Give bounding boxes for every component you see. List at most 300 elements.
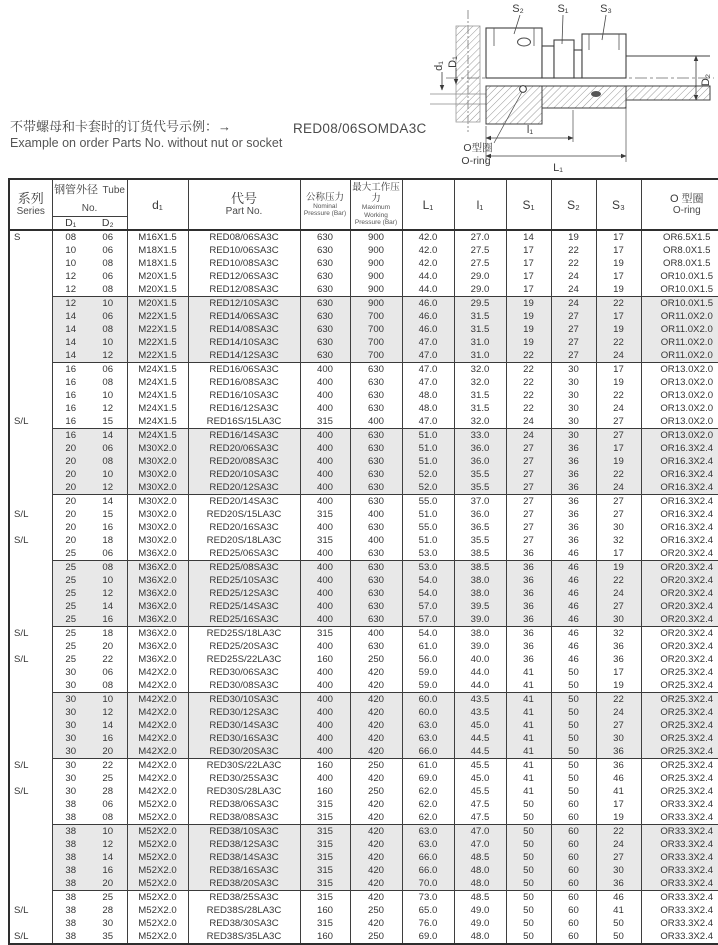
cell-series: S/L xyxy=(9,627,52,641)
cell-L1: 60.0 xyxy=(402,693,454,707)
cell-S3: 36 xyxy=(596,745,641,759)
cell-l1: 31.0 xyxy=(454,336,506,349)
cell-max: 630 xyxy=(350,547,402,561)
cell-l1: 36.0 xyxy=(454,508,506,521)
cell-d2n: 16 xyxy=(102,522,114,533)
cell-d2n: 15 xyxy=(102,416,114,427)
table-row xyxy=(9,825,718,839)
cell-S1: 41 xyxy=(506,732,551,745)
label-o-ring-en: O-ring xyxy=(461,155,491,167)
cell-part: RED14/08SA3C xyxy=(188,323,300,336)
cell-S3: 27 xyxy=(596,719,641,732)
cell-L1: 47.0 xyxy=(402,349,454,363)
table-row xyxy=(9,270,718,283)
cell-l1: 32.0 xyxy=(454,415,506,429)
cell-nom: 400 xyxy=(300,706,350,719)
cell-oring: OR25.3X2.4 xyxy=(641,772,718,785)
cell-S2: 36 xyxy=(551,534,596,547)
cell-L1: 47.0 xyxy=(402,363,454,377)
cell-thread: M42X2.0 xyxy=(127,719,188,732)
cell-series xyxy=(9,257,52,270)
cell-S3: 17 xyxy=(596,270,641,283)
table-row xyxy=(9,415,718,429)
cell-l1: 43.5 xyxy=(454,693,506,707)
cell-max: 630 xyxy=(350,442,402,455)
cell-nom: 315 xyxy=(300,825,350,839)
cell-max: 420 xyxy=(350,917,402,930)
cell-nom: 400 xyxy=(300,402,350,415)
cell-d2n: 12 xyxy=(89,706,127,719)
cell-S3: 19 xyxy=(596,679,641,693)
cell-d2n: 12 xyxy=(89,349,127,363)
cell-thread: M30X2.0 xyxy=(127,495,188,509)
cell-S1: 50 xyxy=(506,877,551,891)
cell-S2: 60 xyxy=(551,851,596,864)
cell-nom: 400 xyxy=(300,468,350,481)
cell-oring: OR33.3X2.4 xyxy=(641,838,718,851)
cell-series xyxy=(9,587,52,600)
cell-S3: 19 xyxy=(596,561,641,575)
table-row xyxy=(9,283,718,297)
cell-max: 630 xyxy=(350,600,402,613)
cell-d1n: 20 xyxy=(52,468,89,481)
cell-S3: 24 xyxy=(596,587,641,600)
cell-l1: 27.5 xyxy=(454,257,506,270)
cell-S3: 41 xyxy=(596,785,641,798)
cell-oring: OR25.3X2.4 xyxy=(641,666,718,679)
cell-thread: M22X1.5 xyxy=(127,310,188,323)
cell-series xyxy=(9,429,52,443)
cell-l1: 44.0 xyxy=(454,679,506,693)
cell-part: RED14/06SA3C xyxy=(188,310,300,323)
cell-part: RED38/10SA3C xyxy=(188,825,300,839)
cell-nom: 630 xyxy=(300,349,350,363)
cell-nom: 160 xyxy=(300,904,350,917)
cell-d2n: 14 xyxy=(89,429,127,443)
cell-oring: OR11.0X2.0 xyxy=(641,310,718,323)
cell-series xyxy=(9,851,52,864)
cell-d1n: 20 xyxy=(52,455,89,468)
cell-S1: 41 xyxy=(506,693,551,707)
cell-d2n: 18 xyxy=(89,627,127,641)
cell-series: S/L xyxy=(9,759,52,773)
cell-S2: 19 xyxy=(551,230,596,244)
cell-S1: 22 xyxy=(506,349,551,363)
cell-S1: 50 xyxy=(506,891,551,905)
cell-l1: 45.0 xyxy=(454,772,506,785)
cell-L1: 42.0 xyxy=(402,257,454,270)
cell-l1: 44.5 xyxy=(454,745,506,759)
cell-S2: 27 xyxy=(551,323,596,336)
table-row xyxy=(9,838,718,851)
cell-S3: 22 xyxy=(596,468,641,481)
cell-d1n: 38 xyxy=(52,917,89,930)
cell-S3: 19 xyxy=(596,323,641,336)
cell-series xyxy=(9,600,52,613)
cell-l1: 49.0 xyxy=(454,904,506,917)
cell-L1: 51.0 xyxy=(402,455,454,468)
cell-nom: 400 xyxy=(300,547,350,561)
cell-max: 420 xyxy=(350,877,402,891)
cell-d1n: 38 xyxy=(52,877,89,891)
cell-l1: 27.5 xyxy=(454,244,506,257)
cell-d1n: 20 xyxy=(52,508,89,521)
col-header-thread: d₁ xyxy=(127,179,188,230)
cell-nom: 400 xyxy=(300,574,350,587)
cell-max: 630 xyxy=(350,455,402,468)
cell-max: 630 xyxy=(350,613,402,627)
col-header-D2: D₂ xyxy=(89,217,127,231)
cell-S3: 27 xyxy=(596,508,641,521)
cell-oring: OR20.3X2.4 xyxy=(641,627,718,641)
cell-S1: 41 xyxy=(506,759,551,773)
cell-d1n: 38 xyxy=(52,864,89,877)
cell-nom: 400 xyxy=(300,613,350,627)
cell-d1n: 16 xyxy=(52,363,89,377)
cell-oring: OR16.3X2.4 xyxy=(641,508,718,521)
cell-thread: M36X2.0 xyxy=(127,561,188,575)
cell-d2n: 08 xyxy=(102,680,114,691)
cell-l1: 38.0 xyxy=(454,587,506,600)
cell-S3: 36 xyxy=(596,877,641,891)
cell-d2n: 16 xyxy=(89,732,127,745)
cell-S1: 50 xyxy=(506,811,551,825)
cell-S3: 17 xyxy=(596,244,641,257)
cell-d2n: 06 xyxy=(102,232,114,243)
cell-l1: 35.5 xyxy=(454,468,506,481)
cell-S3: 27 xyxy=(596,415,641,429)
cell-S1: 14 xyxy=(506,230,551,244)
cell-S2: 60 xyxy=(551,838,596,851)
cell-d1n: 38 xyxy=(52,838,89,851)
cell-L1: 55.0 xyxy=(402,521,454,534)
cell-S1: 22 xyxy=(506,389,551,402)
cell-thread: M24X1.5 xyxy=(127,415,188,429)
cell-max: 700 xyxy=(350,349,402,363)
cell-max: 420 xyxy=(350,864,402,877)
cell-l1: 38.0 xyxy=(454,627,506,641)
cell-S3: 30 xyxy=(596,864,641,877)
table-row xyxy=(9,376,718,389)
cell-series xyxy=(9,811,52,825)
cell-nom: 630 xyxy=(300,310,350,323)
cell-thread: M52X2.0 xyxy=(127,838,188,851)
table-row xyxy=(9,851,718,864)
cell-S2: 36 xyxy=(551,481,596,495)
cell-part: RED10/08SA3C xyxy=(188,257,300,270)
cell-max: 420 xyxy=(350,851,402,864)
cell-thread: M42X2.0 xyxy=(127,745,188,759)
cell-thread: M52X2.0 xyxy=(127,930,188,944)
label-L1: L₁ xyxy=(553,162,563,174)
cell-S3: 22 xyxy=(596,389,641,402)
cell-l1: 29.0 xyxy=(454,270,506,283)
cell-oring: OR25.3X2.4 xyxy=(641,679,718,693)
cell-nom: 400 xyxy=(300,455,350,468)
cell-S3: 46 xyxy=(596,772,641,785)
cell-S2: 46 xyxy=(551,587,596,600)
cell-oring: OR10.0X1.5 xyxy=(641,283,718,297)
cell-thread: M42X2.0 xyxy=(127,693,188,707)
cell-l1: 31.5 xyxy=(454,310,506,323)
cell-nom: 315 xyxy=(300,534,350,547)
table-row xyxy=(9,402,718,415)
cell-d1n: 30 xyxy=(52,693,89,707)
cell-S3: 17 xyxy=(596,666,641,679)
table-row xyxy=(9,693,718,707)
body-section-mid xyxy=(542,86,626,108)
cell-S1: 27 xyxy=(506,521,551,534)
cell-d1n: 30 xyxy=(52,785,89,798)
table-row xyxy=(9,349,718,363)
cell-d1n: 14 xyxy=(52,323,89,336)
cell-l1: 38.0 xyxy=(454,574,506,587)
cell-part: RED25/12SA3C xyxy=(188,587,300,600)
cell-d1n: 25 xyxy=(52,547,89,561)
cell-S1: 36 xyxy=(506,640,551,653)
cell-S3: 17 xyxy=(596,798,641,811)
cell-d1n: 12 xyxy=(52,297,89,311)
cell-d1n: 10 xyxy=(52,244,89,257)
cell-nom: 315 xyxy=(300,415,350,429)
cell-d1n: 10 xyxy=(52,257,89,270)
cell-S1: 27 xyxy=(506,495,551,509)
table-row xyxy=(9,389,718,402)
cell-oring: OR33.3X2.4 xyxy=(641,864,718,877)
cell-thread: M52X2.0 xyxy=(127,891,188,905)
cell-d1n: 12 xyxy=(52,283,89,297)
cell-oring: OR16.3X2.4 xyxy=(641,521,718,534)
cell-d2n: 08 xyxy=(102,377,114,388)
table-row xyxy=(9,429,718,443)
table-row xyxy=(9,587,718,600)
cell-max: 420 xyxy=(350,772,402,785)
cell-L1: 52.0 xyxy=(402,468,454,481)
cell-S3: 30 xyxy=(596,732,641,745)
cell-d2n: 06 xyxy=(102,245,114,256)
cell-max: 900 xyxy=(350,297,402,311)
cell-d2n: 10 xyxy=(89,574,127,587)
cell-nom: 630 xyxy=(300,270,350,283)
cell-thread: M52X2.0 xyxy=(127,917,188,930)
cell-series xyxy=(9,917,52,930)
cell-thread: M20X1.5 xyxy=(127,297,188,311)
cell-series xyxy=(9,481,52,495)
label-s2: S₂ xyxy=(512,3,524,15)
cell-part: RED20S/15LA3C xyxy=(188,508,300,521)
cell-oring: OR33.3X2.4 xyxy=(641,930,718,944)
cell-part: RED16/06SA3C xyxy=(188,363,300,377)
cell-max: 420 xyxy=(350,732,402,745)
cell-max: 900 xyxy=(350,244,402,257)
cell-L1: 70.0 xyxy=(402,877,454,891)
cell-d2n: 06 xyxy=(102,271,114,282)
cell-oring: OR20.3X2.4 xyxy=(641,600,718,613)
cell-d2n: 18 xyxy=(102,535,114,546)
cell-oring: OR8.0X1.5 xyxy=(641,244,718,257)
cell-nom: 630 xyxy=(300,257,350,270)
cell-series xyxy=(9,706,52,719)
cell-L1: 42.0 xyxy=(402,230,454,244)
cell-series: S xyxy=(9,230,52,244)
cell-d1n: 30 xyxy=(52,666,89,679)
cell-L1: 54.0 xyxy=(402,574,454,587)
cell-L1: 62.0 xyxy=(402,785,454,798)
order-example-note xyxy=(10,118,282,152)
col-header-L1: L₁ xyxy=(402,179,454,230)
cell-l1: 31.5 xyxy=(454,323,506,336)
cell-l1: 39.0 xyxy=(454,613,506,627)
table-row xyxy=(9,719,718,732)
cell-oring: OR33.3X2.4 xyxy=(641,891,718,905)
cell-series xyxy=(9,270,52,283)
seal-section xyxy=(591,91,601,97)
cell-thread: M42X2.0 xyxy=(127,732,188,745)
cell-L1: 51.0 xyxy=(402,442,454,455)
cell-d1n: 38 xyxy=(52,811,89,825)
cell-l1: 49.0 xyxy=(454,917,506,930)
cell-S3: 32 xyxy=(596,534,641,547)
cell-S2: 36 xyxy=(551,442,596,455)
cell-thread: M42X2.0 xyxy=(127,666,188,679)
cell-series xyxy=(9,693,52,707)
table-row xyxy=(9,732,718,745)
col-header-max-pressure: 最大工作压力 Maximum Working Pressure (Bar) xyxy=(350,179,402,230)
cell-nom: 160 xyxy=(300,759,350,773)
cell-oring: OR20.3X2.4 xyxy=(641,574,718,587)
cell-thread: M42X2.0 xyxy=(127,679,188,693)
cell-part: RED16S/15LA3C xyxy=(188,415,300,429)
table-row xyxy=(9,930,718,944)
label-d1: d₁ xyxy=(433,61,445,71)
cell-max: 700 xyxy=(350,310,402,323)
cell-part: RED38S/28LA3C xyxy=(188,904,300,917)
cell-max: 630 xyxy=(350,376,402,389)
cell-d1n: 38 xyxy=(52,930,89,944)
cell-S3: 22 xyxy=(596,574,641,587)
table-row xyxy=(9,310,718,323)
cell-S3: 50 xyxy=(596,930,641,944)
cell-oring: OR25.3X2.4 xyxy=(641,719,718,732)
cell-d1n: 30 xyxy=(52,759,89,773)
cell-part: RED30/12SA3C xyxy=(188,706,300,719)
cell-part: RED16/12SA3C xyxy=(188,402,300,415)
cell-thread: M36X2.0 xyxy=(127,640,188,653)
cell-S3: 36 xyxy=(596,759,641,773)
table-row xyxy=(9,257,718,270)
cell-d2n: 08 xyxy=(89,561,127,575)
table-row xyxy=(9,759,718,773)
cell-nom: 400 xyxy=(300,429,350,443)
cell-l1: 37.0 xyxy=(454,495,506,509)
cell-part: RED20/12SA3C xyxy=(188,481,300,495)
cell-d2n: 06 xyxy=(89,363,127,377)
cell-d1n: 20 xyxy=(52,521,89,534)
cell-thread: M52X2.0 xyxy=(127,877,188,891)
table-row xyxy=(9,574,718,587)
cell-L1: 46.0 xyxy=(402,310,454,323)
cell-S2: 36 xyxy=(551,455,596,468)
cell-d1n: 30 xyxy=(52,732,89,745)
label-l1: l₁ xyxy=(526,124,534,136)
table-row xyxy=(9,561,718,575)
cell-part: RED30/06SA3C xyxy=(188,666,300,679)
cell-l1: 48.0 xyxy=(454,864,506,877)
cell-part: RED20/10SA3C xyxy=(188,468,300,481)
cell-L1: 66.0 xyxy=(402,851,454,864)
cell-L1: 59.0 xyxy=(402,679,454,693)
wall-section xyxy=(456,26,480,122)
cell-oring: OR11.0X2.0 xyxy=(641,323,718,336)
cell-d1n: 25 xyxy=(52,640,89,653)
cell-l1: 45.5 xyxy=(454,785,506,798)
col-header-tube: 钢管外径 Tube No. xyxy=(52,179,127,217)
cell-d2n: 12 xyxy=(89,838,127,851)
cell-nom: 315 xyxy=(300,891,350,905)
cell-nom: 315 xyxy=(300,627,350,641)
cell-max: 420 xyxy=(350,811,402,825)
cell-part: RED20/08SA3C xyxy=(188,455,300,468)
cell-series xyxy=(9,389,52,402)
cell-S2: 27 xyxy=(551,310,596,323)
cell-d1n: 38 xyxy=(52,851,89,864)
table-row xyxy=(9,521,718,534)
cell-S2: 50 xyxy=(551,719,596,732)
cell-S3: 17 xyxy=(596,363,641,377)
col-header-D1: D₁ xyxy=(52,217,89,231)
cell-d2n: 06 xyxy=(102,667,114,678)
cell-nom: 315 xyxy=(300,917,350,930)
cell-d2n: 28 xyxy=(102,905,114,916)
col-header-oring: O 型圈 O-ring xyxy=(641,179,718,230)
cell-S1: 27 xyxy=(506,481,551,495)
table-row xyxy=(9,297,718,311)
cell-d1n: 30 xyxy=(52,679,89,693)
cell-oring: OR20.3X2.4 xyxy=(641,561,718,575)
nut-s3-outline xyxy=(582,34,626,78)
table-row xyxy=(9,653,718,666)
cell-max: 250 xyxy=(350,904,402,917)
table-row xyxy=(9,798,718,811)
cell-S1: 17 xyxy=(506,257,551,270)
cell-series xyxy=(9,297,52,311)
cell-nom: 160 xyxy=(300,930,350,944)
cell-S1: 27 xyxy=(506,534,551,547)
cell-S1: 50 xyxy=(506,904,551,917)
cell-L1: 54.0 xyxy=(402,587,454,600)
cell-S2: 27 xyxy=(551,349,596,363)
cell-S3: 24 xyxy=(596,838,641,851)
cell-S1: 36 xyxy=(506,574,551,587)
cell-series xyxy=(9,679,52,693)
cell-series xyxy=(9,283,52,297)
cell-d2n: 10 xyxy=(102,390,114,401)
cell-S3: 24 xyxy=(596,481,641,495)
cell-oring: OR16.3X2.4 xyxy=(641,468,718,481)
table-row xyxy=(9,679,718,693)
cell-d2n: 14 xyxy=(89,851,127,864)
cell-L1: 57.0 xyxy=(402,613,454,627)
cell-series xyxy=(9,521,52,534)
cell-max: 630 xyxy=(350,574,402,587)
cell-part: RED30/25SA3C xyxy=(188,772,300,785)
cell-L1: 57.0 xyxy=(402,600,454,613)
cell-S1: 50 xyxy=(506,825,551,839)
cell-L1: 44.0 xyxy=(402,283,454,297)
cell-max: 420 xyxy=(350,825,402,839)
cell-oring: OR25.3X2.4 xyxy=(641,732,718,745)
cell-S2: 60 xyxy=(551,891,596,905)
